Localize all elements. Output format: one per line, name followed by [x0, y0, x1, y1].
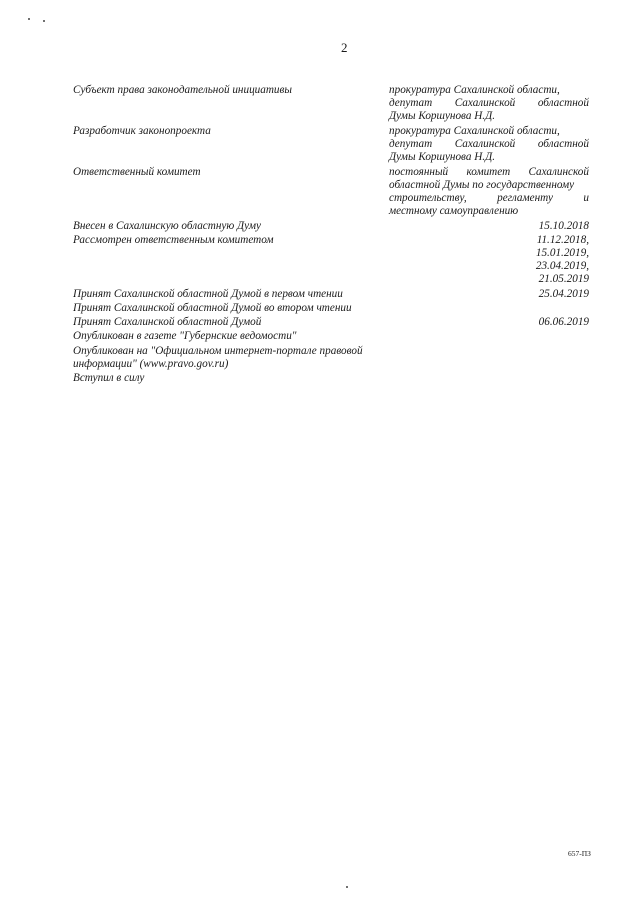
document-code: 657-ПЗ: [568, 849, 591, 858]
first-reading-date: 25.04.2019: [538, 288, 589, 300]
committee-value-line: областной Думы по государственному: [389, 179, 575, 191]
reviewed-date: 11.12.2018,: [536, 234, 589, 246]
published-portal-label-line: Опубликован на "Официальном интернет-портале правовой: [73, 345, 363, 357]
reviewed-label: Рассмотрен ответственным комитетом: [73, 234, 274, 246]
published-portal-label: [73, 345, 363, 371]
subject-value: [389, 84, 589, 123]
reviewed-date: 15.01.2019,: [535, 247, 589, 259]
developer-label: Разработчик законопроекта: [73, 125, 211, 137]
adopted-label: Принят Сахалинской областной Думой: [73, 316, 262, 328]
published-portal-label-line: информации" (www.pravo.gov.ru): [73, 358, 229, 370]
scan-speck: [346, 886, 348, 888]
committee-label: Ответственный комитет: [73, 166, 201, 178]
developer-value-line: Думы Коршунова Н.Д.: [389, 151, 496, 163]
second-reading-label: Принят Сахалинской областной Думой во втором чтении: [73, 302, 352, 314]
adopted-date: 06.06.2019: [538, 316, 589, 328]
page-number: 2: [341, 40, 348, 55]
subject-label: Субъект права законодательной инициативы: [73, 84, 292, 96]
subject-value-line: Думы Коршунова Н.Д.: [389, 110, 496, 122]
scan-speck: [28, 18, 30, 20]
reviewed-dates: [536, 234, 589, 286]
subject-value-line: прокуратура Сахалинской области,: [389, 84, 560, 96]
subject-value-line: депутат Сахалинской областной: [389, 97, 589, 109]
committee-value-line: постоянный комитет Сахалинской: [389, 166, 589, 178]
published-gazette-label: Опубликован в газете "Губернские ведомости": [73, 330, 297, 342]
in-force-label: Вступил в силу: [73, 372, 145, 384]
committee-value: [389, 166, 589, 218]
developer-value-line: прокуратура Сахалинской области,: [389, 125, 560, 137]
scan-speck: [43, 20, 45, 22]
reviewed-date: 21.05.2019: [538, 273, 589, 285]
developer-value-line: депутат Сахалинской областной: [389, 138, 589, 150]
committee-value-line: местному самоуправлению: [389, 205, 519, 217]
submitted-label: Внесен в Сахалинскую областную Думу: [73, 220, 261, 232]
committee-value-line: строительству, регламенту и: [389, 192, 589, 204]
first-reading-label: Принят Сахалинской областной Думой в первом чтении: [73, 288, 343, 300]
submitted-date: 15.10.2018: [538, 220, 589, 232]
developer-value: [389, 125, 589, 164]
reviewed-date: 23.04.2019,: [535, 260, 589, 272]
